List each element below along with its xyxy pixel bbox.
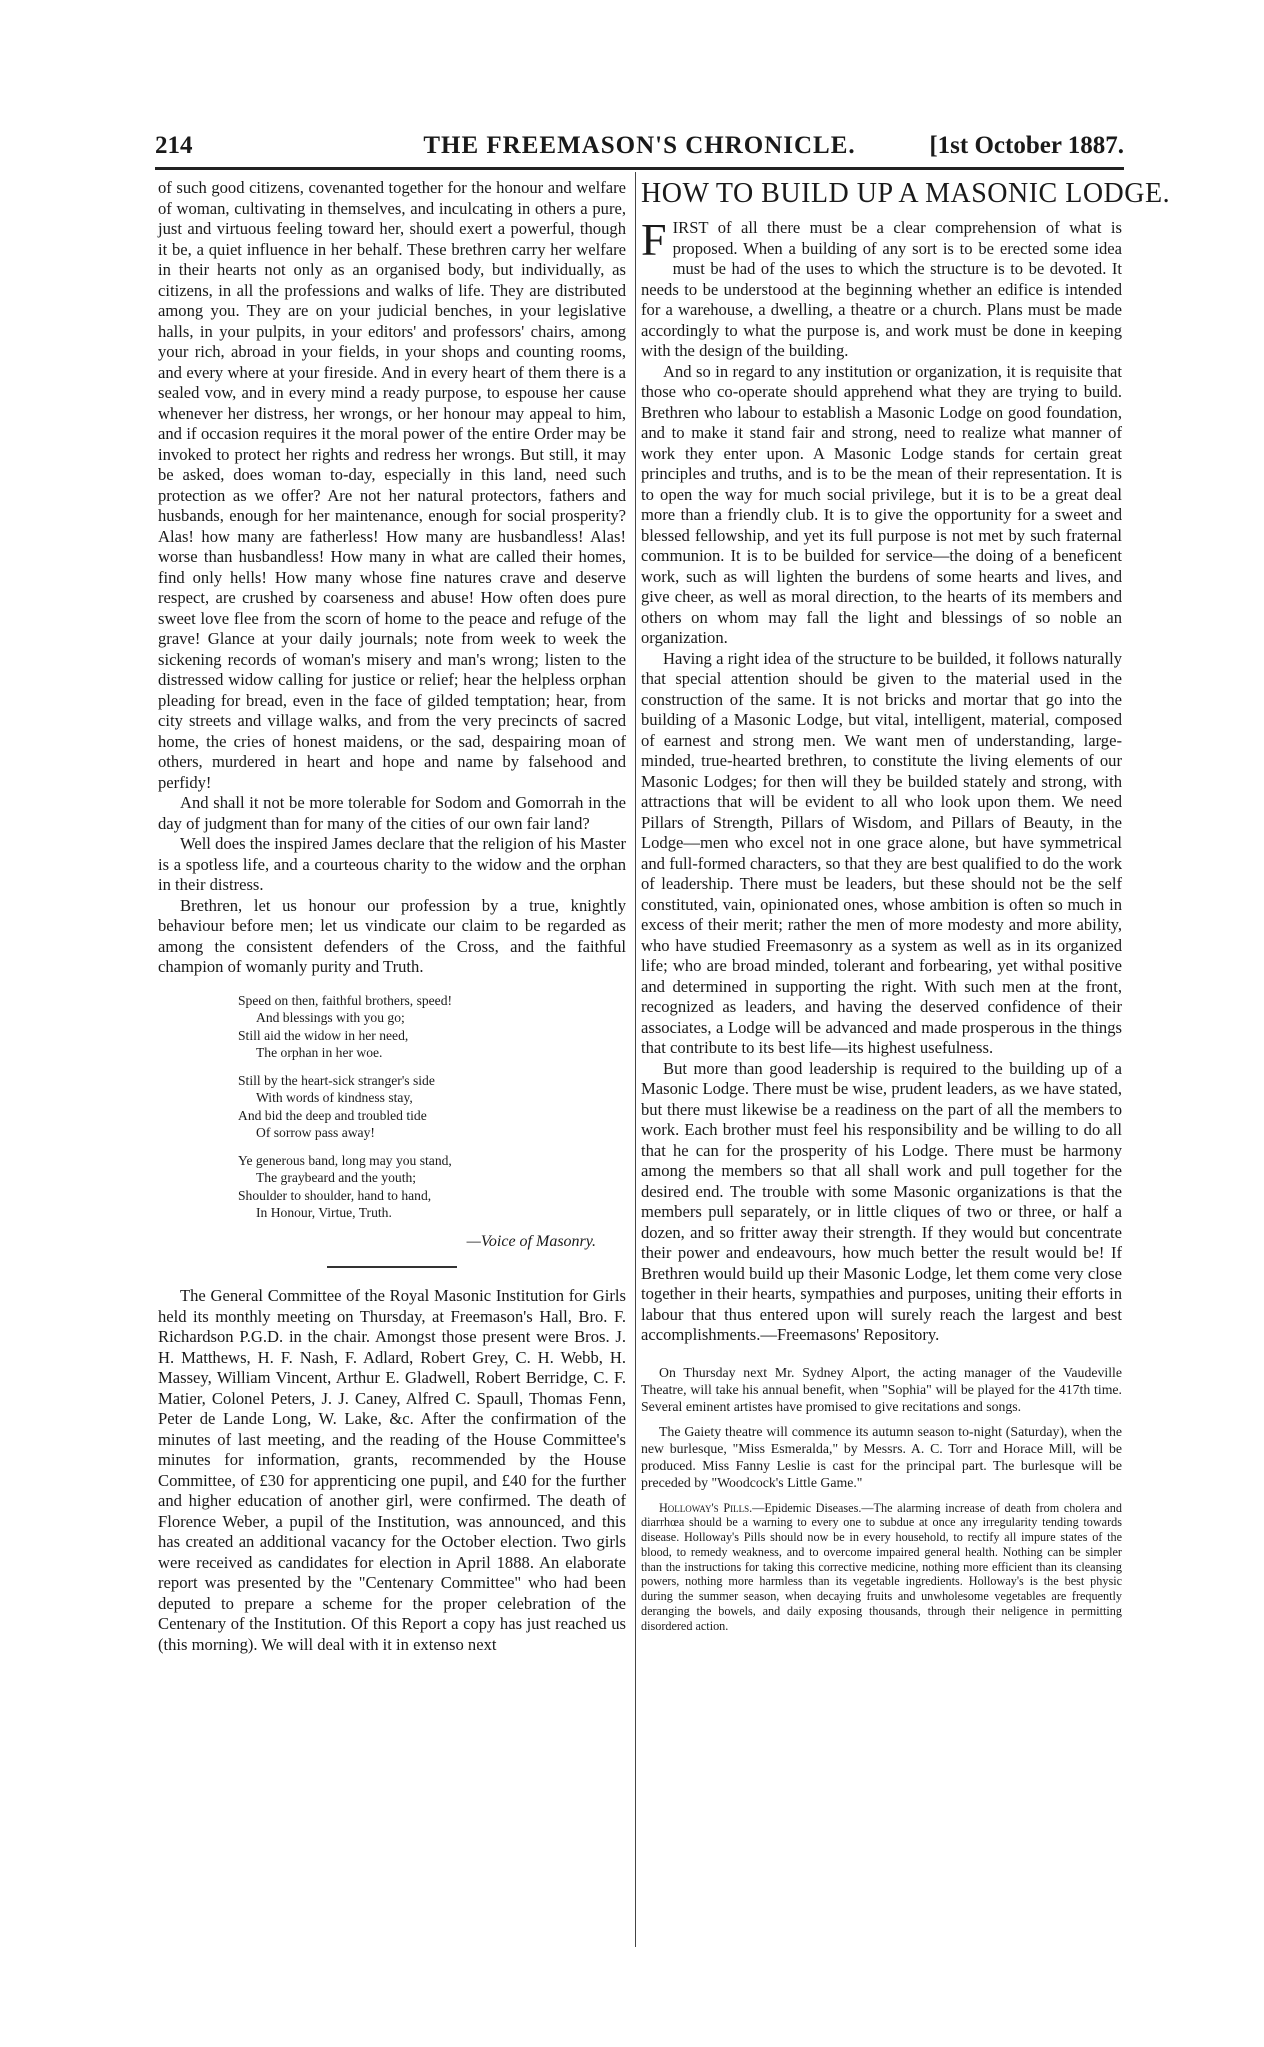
poem-stanza <box>238 992 626 1062</box>
drop-cap: F <box>641 214 667 265</box>
right-column <box>641 178 1171 1634</box>
article-paragraph: But more than good leadership is required to the building up of a Masonic Lodge. There must be wise, prudent leaders, as we have stated, but there must likewise be a readiness on the part of all the members to work. Each brother must feel his responsibility and be willing to do all that he can for the prosperity of his Lodge. There must be harmony among the members so that all shall work and pull together for the desired end. The trouble with some Masonic organizations is that the members pull separately, or in little cliques of two or three, or half a dozen, and so fritter away their strength. If they would but concentrate their power and endeavours, how much better the result would be! If Brethren would build up their Masonic Lodge, let them come very close together in their hearts, sympathies and purposes, uniting their efforts in labour that thus entered upon will surely reach the largest and best accomplishments.—Freemasons' Repository. <box>641 1058 1122 1344</box>
news-note: The Gaiety theatre will commence its autumn season to-night (Saturday), when the new burlesque, "Miss Esmeralda," by Messrs. A. C. Torr and Horace Mill, will be produced. Miss Fanny Leslie is cast for the principal part. The burlesque will be preceded by "Woodcock's Little Game." <box>641 1423 1122 1490</box>
poem-line: Ye generous band, long may you stand, <box>238 1152 452 1168</box>
article-paragraph: Well does the inspired James declare that the religion of his Master is a spotless life, and a courteous charity to the widow and the orphan in their distress. <box>158 834 626 894</box>
poem-line: And bid the deep and troubled tide <box>238 1107 427 1123</box>
advertisement-text: Holloway's Pills.—Epidemic Diseases.—The alarming increase of death from cholera and diarrhœa should be a warning to every one to subdue at once any irregularity tending towards disease. Holloway's Pills should now be in every household, to rectify all impure states of the blood, to remedy weakness, and to overcome impaired general health. Nothing can be simpler than the instructions for taking this corrective medicine, nothing more efficient than its cleansing powers, nothing more harmless than its vegetable ingredients. Holloway's is the best physic during the summer season, when decaying fruits and unwholesome vegetables are frequently deranging the bowels, and daily exposing thousands, through their neligence in permitting disordered action. <box>641 1500 1122 1633</box>
advertisement-title: Holloway's Pills. <box>659 1500 753 1515</box>
article-paragraph: And shall it not be more tolerable for Sodom and Gomorrah in the day of judgment than for many of the cities of our own fair land? <box>158 793 626 833</box>
left-column <box>158 178 626 1655</box>
poem-stanza <box>238 1072 626 1142</box>
article-heading: HOW TO BUILD UP A MASONIC LODGE. <box>641 178 1171 209</box>
article-paragraph: The General Committee of the Royal Masonic Institution for Girls held its monthly meeting on Thursday, at Freemason's Hall, Bro. F. Richardson P.G.D. in the chair. Amongst those present were Bros. J. H. Matthews, H. F. Nash, F. Adlard, Robert Grey, C. H. Webb, H. Massey, William Vincent, Arthur E. Gladwell, Robert Berridge, C. F. Matier, Colonel Peters, J. J. Caney, Alfred C. Spaull, Thomas Fenn, Peter de Lande Long, W. Lake, &c. After the confirmation of the minutes of last meeting, and the reading of the House Committee's minutes for information, grants, recommended by the House Committee, of £30 for apprenticing one pupil, and £40 for the further and higher education of another girl, were confirmed. The death of Florence Weber, a pupil of the Institution, was announced, and this has created an additional vacancy for the October election. Two girls were received as candidates for election in April 1888. An elaborate report was presented by the "Centenary Committee" who had been deputed to prepare a scheme for the proper celebration of the Centenary of the Institution. Of this Report a copy has just reached us (this morning). We will deal with it in extenso next <box>158 1286 626 1654</box>
poem <box>238 992 626 1222</box>
poem-line: Speed on then, faithful brothers, speed! <box>238 992 453 1008</box>
page-number: 214 <box>155 132 193 159</box>
poem-line: Shoulder to shoulder, hand to hand, <box>238 1187 432 1203</box>
column-divider <box>635 172 636 1947</box>
news-notes <box>641 1364 1122 1491</box>
article-paragraph: of such good citizens, covenanted together for the honour and welfare of woman, cultivating in themselves, and inculcating in others a pure, just and virtuous feeling toward her, should exert a powerful, though it be, a quiet influence in her behalf. These brethren carry her welfare in their hearts not only as an organised body, but individually, as citizens, in all the professions and walks of life. They are distributed among you. They are on your judicial benches, in your legislative halls, in your pulpits, in your editors' and professors' chairs, among your rich, abroad in your fields, in your shops and counting rooms, and every where at your fireside. And in every heart of them there is a sealed vow, and in every mind a ready purpose, to espouse her cause whenever her distress, her wrongs, or her honour may appeal to him, and if occasion requires it the moral power of the entire Order may be invoked to protect her rights and redress her wrongs. But still, it may be asked, does woman to-day, especially in this land, need such protection as we offer? Are not her natural protectors, fathers and husbands, enough for her maintenance, enough for social prosperity? Alas! how many are fatherless! How many are husbandless! Alas! worse than husbandless! How many in what are called their homes, find only hells! How many whose fine natures crave and deserve respect, are crushed by coarseness and abuse! How often does pure sweet love flee from the scorn of home to the peace and refuge of the grave! Glance at your daily journals; note from week to week the sickening records of woman's misery and man's wrong; listen to the distressed widow calling for justice or relief; hear the helpless orphan pleading for bread, even in the face of gilded temptation; hear, from city streets and village walks, and from the very precincts of sacred home, the cries of honest maidens, or the sad, despairing moan of others, murdered in heart and hope and name by falsehood and perfidy! <box>158 178 626 792</box>
poem-line: The graybeard and the youth; <box>256 1170 417 1185</box>
poem-line: The orphan in her woe. <box>256 1045 383 1060</box>
header-rule <box>155 167 1124 170</box>
poem-line: Still aid the widow in her need, <box>238 1027 409 1043</box>
article-paragraph: Brethren, let us honour our profession by a true, knightly behaviour before men; let us vindicate our claim to be regarded as among the consistent defenders of the Cross, and the faithful champion of womanly purity and Truth. <box>158 895 626 976</box>
publication-title: THE FREEMASON'S CHRONICLE. <box>423 132 856 159</box>
article-paragraph: FIRST of all there must be a clear comprehension of what is proposed. When a building of any sort is to be erected some idea must be had of the uses to which the structure is to be devoted. It needs to be understood at the beginning whether an edifice is intended for a warehouse, a dwelling, a theatre or a church. Plans must be made accordingly to what the purpose is, and work must be done in keeping with the design of the building. <box>641 214 1122 360</box>
advertisement <box>641 1501 1122 1634</box>
poem-line: With words of kindness stay, <box>256 1090 413 1105</box>
poem-line: And blessings with you go; <box>256 1010 405 1025</box>
issue-date: [1st October 1887. <box>929 132 1124 159</box>
page-header <box>155 132 1124 166</box>
poem-line: In Honour, Virtue, Truth. <box>256 1205 392 1220</box>
article-paragraph: Having a right idea of the structure to be builded, it follows naturally that special attention should be given to the material used in the construction of the same. It is not bricks and mortar that go into the building of a Masonic Lodge, but vital, intelligent, material, composed of earnest and strong men. We want men of understanding, large-minded, true-hearted brethren, to constitute the living elements of our Masonic Lodges; for then will they be builded stately and strong, with attractions that will be evident to all who look upon them. We need Pillars of Strength, Pillars of Wisdom, and Pillars of Beauty, in the Lodge—men who excel not in one grace alone, but have symmetrical and full-formed characters, so that they are best qualified to do the work of leadership. There must be leaders, but these should not be the self constituted, vain, opinionated ones, whose ambition is often so much in excess of their merit; rather the men of more modesty and more ability, who have studied Freemasonry as a system as well as in its organized life; who are broad minded, tolerant and forbearing, yet withal positive and determined in supporting the right. With such men at the front, recognized as leaders, and having the deserved confidence of their associates, a Lodge will be advanced and made prosperous in the things that contribute to its best life—its highest usefulness. <box>641 648 1122 1057</box>
poem-source: —Voice of Masonry. <box>466 1232 596 1250</box>
poem-line: Still by the heart-sick stranger's side <box>238 1072 435 1088</box>
article-paragraph: And so in regard to any institution or organization, it is requisite that those who co-operate should apprehend what they are trying to build. Brethren who labour to establish a Masonic Lodge on good foundation, and to make it stand fair and strong, need to realize what manner of work they enter upon. A Masonic Lodge stands for certain great principles and truths, and is to be the mean of their representation. It is to open the way for much social privilege, but it is to be a great deal more than a friendly club. It is to give the opportunity for a sweet and blessed fellowship, and yet its full purpose is not met by such fraternal communion. It is to be builded for service—the doing of a beneficent work, such as will lighten the burdens of some hearts and lives, and give cheer, as well as moral direction, to the hearts of its members and others on whom may fall the light and blessings of so noble an organization. <box>641 361 1122 647</box>
poem-line: Of sorrow pass away! <box>256 1125 375 1140</box>
section-separator <box>327 1266 457 1268</box>
news-note: On Thursday next Mr. Sydney Alport, the acting manager of the Vaudeville Theatre, will take his annual benefit, when "Sophia" will be played for the 417th time. Several eminent artistes have promised to give recitations and songs. <box>641 1364 1122 1414</box>
poem-stanza <box>238 1152 626 1222</box>
